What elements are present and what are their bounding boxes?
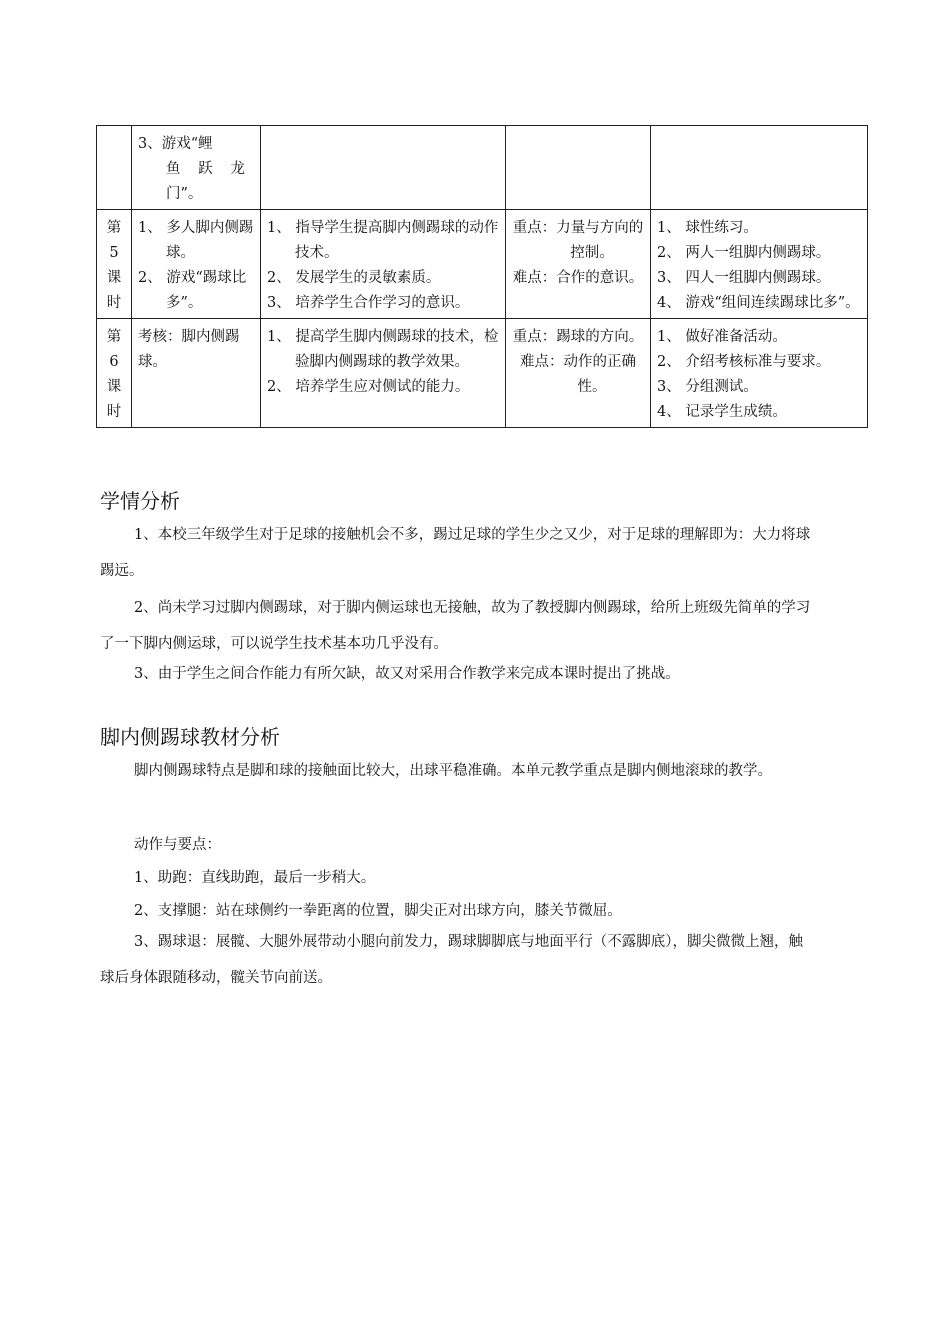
lesson-cell — [97, 126, 132, 210]
lesson-char: 时 — [106, 295, 122, 311]
process-item: 2、 介绍考核标准与要求。 — [657, 354, 831, 370]
keypoints-cell — [506, 210, 651, 319]
process-item: 1、 球性练习。 — [657, 220, 758, 236]
table-row — [97, 126, 868, 210]
goal-item: 3、 培养学生合作学习的意识。 — [267, 295, 470, 311]
process-item: 4、 游戏“组间连续踢球比多”。 — [657, 295, 860, 311]
paragraph: 1、本校三年级学生对于足球的接触机会不多，踢过足球的学生少之又少，对于足球的理解即为：大力将球踢远。 — [100, 527, 811, 579]
keypoints-cell — [506, 126, 651, 210]
goal-item: 1、 指导学生提高脚内侧踢球的动作技术。 — [267, 220, 499, 261]
process-item: 3、 四人一组脚内侧踢球。 — [657, 270, 831, 286]
lesson-char: 第 — [106, 329, 122, 345]
paragraph: 2、尚未学习过脚内侧踢球，对于脚内侧运球也无接触，故为了教授脚内侧踢球，给所上班级先简单的学习了一下脚内侧运球，可以说学生技术基本功几乎没有。 — [100, 600, 811, 652]
paragraph: 动作与要点： — [134, 837, 221, 853]
content-line: 鱼 跃 龙 — [166, 161, 252, 177]
lesson-plan-table — [96, 125, 868, 428]
content-item: 1、 多人脚内侧踢球。 — [138, 220, 254, 261]
content-cell — [132, 210, 261, 319]
section-heading-student-analysis: 学情分析 — [100, 489, 180, 513]
keypoint-item: 难点：合作的意识。 — [512, 270, 644, 286]
goals-cell — [261, 319, 506, 428]
keypoint-item: 难点：动作的正确性。 — [520, 354, 636, 395]
process-item: 2、 两人一组脚内侧踢球。 — [657, 245, 831, 261]
paragraph: 3、踢球退：展髋、大腿外展带动小腿向前发力，踢球脚脚底与地面平行（不露脚底），脚尖微微上翘，触球后身体跟随移动，髋关节向前送。 — [100, 934, 803, 986]
section-heading-material-analysis: 脚内侧踢球教材分析 — [100, 725, 280, 749]
paragraph: 2、支撑腿：站在球侧约一拳距离的位置，脚尖正对出球方向，膝关节微屈。 — [134, 903, 622, 919]
content-item: 考核：脚内侧踢球。 — [138, 329, 240, 370]
keypoint-item: 重点：踢球的方向。 — [512, 329, 644, 345]
goal-item: 2、 发展学生的灵敏素质。 — [267, 270, 441, 286]
content-cell — [132, 126, 261, 210]
goal-item: 2、 培养学生应对侧试的能力。 — [267, 379, 470, 395]
process-cell — [651, 319, 868, 428]
content-line: 3、游戏“鲤 — [138, 136, 213, 152]
paragraph: 1、助跑：直线助跑，最后一步稍大。 — [134, 870, 376, 886]
keypoints-cell — [506, 319, 651, 428]
keypoint-item: 重点：力量与方向的控制。 — [512, 220, 644, 261]
process-item: 1、 做好准备活动。 — [657, 329, 787, 345]
table-row — [97, 210, 868, 319]
table-row — [97, 319, 868, 428]
lesson-char: 时 — [106, 404, 122, 420]
process-cell — [651, 210, 868, 319]
lesson-char: 课 — [106, 270, 122, 286]
paragraph: 3、由于学生之间合作能力有所欠缺，故又对采用合作教学来完成本课时提出了挑战。 — [134, 666, 680, 682]
process-item: 3、 分组测试。 — [657, 379, 758, 395]
goals-cell — [261, 126, 506, 210]
lesson-char: 5 — [109, 245, 119, 261]
goal-item: 1、 提高学生脚内侧踢球的技术，检验脚内侧踢球的教学效果。 — [267, 329, 499, 370]
process-item: 4、 记录学生成绩。 — [657, 404, 787, 420]
lesson-cell — [97, 319, 132, 428]
lesson-cell — [97, 210, 132, 319]
process-cell — [651, 126, 868, 210]
lesson-char: 6 — [109, 354, 119, 370]
goals-cell — [261, 210, 506, 319]
lesson-char: 第 — [106, 220, 122, 236]
paragraph: 脚内侧踢球特点是脚和球的接触面比较大，出球平稳准确。本单元教学重点是脚内侧地滚球的教学。 — [134, 763, 772, 779]
lesson-char: 课 — [106, 379, 122, 395]
content-cell — [132, 319, 261, 428]
content-item: 2、 游戏“踢球比多”。 — [138, 270, 247, 311]
content-line: 门”。 — [166, 186, 203, 202]
